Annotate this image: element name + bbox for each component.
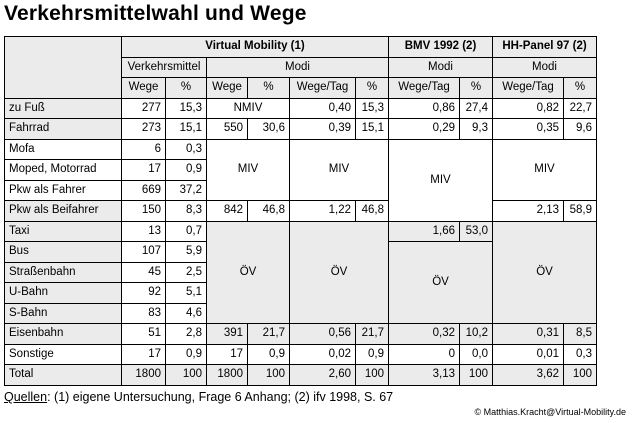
- cell-modi-pct: 0,9: [248, 344, 290, 365]
- cell-wege: 669: [122, 180, 166, 201]
- header-modi-vm: Modi: [207, 57, 389, 78]
- cell-bmv-wege-tag: 0,29: [389, 119, 460, 140]
- cell-wege: 45: [122, 262, 166, 283]
- cell-pct: 8,3: [166, 201, 207, 222]
- sources-label: Quellen: [4, 390, 48, 404]
- row-label: zu Fuß: [5, 98, 122, 119]
- col-hh-wege-tag: Wege/Tag: [493, 78, 564, 99]
- cell-oev-hh: ÖV: [493, 221, 597, 324]
- cell-pct: 15,1: [166, 119, 207, 140]
- row-label: Moped, Motorrad: [5, 160, 122, 181]
- cell-hh-pct: 8,5: [564, 324, 597, 345]
- cell-pct: 0,7: [166, 221, 207, 242]
- cell-pct: 0,9: [166, 160, 207, 181]
- cell-modi-wege: 842: [207, 201, 248, 222]
- cell-wege-tag-pct: 21,7: [356, 324, 389, 345]
- cell-wege: 1800: [122, 365, 166, 386]
- table-row-mofa: [5, 139, 597, 160]
- col-wege-tag-pct: %: [356, 78, 389, 99]
- cell-bmv-pct: 53,0: [460, 221, 493, 242]
- cell-bmv-pct: 100: [460, 365, 493, 386]
- row-label: Eisenbahn: [5, 324, 122, 345]
- cell-bmv-wege-tag: 3,13: [389, 365, 460, 386]
- cell-wege-tag: 0,56: [290, 324, 356, 345]
- cell-hh-wege-tag: 0,35: [493, 119, 564, 140]
- cell-hh-wege-tag: 0,01: [493, 344, 564, 365]
- col-hh-pct: %: [564, 78, 597, 99]
- cell-modi-wege: 550: [207, 119, 248, 140]
- row-label: Pkw als Fahrer: [5, 180, 122, 201]
- corner-cell: [5, 37, 122, 99]
- col-modi-pct: %: [248, 78, 290, 99]
- header-modi-hh: Modi: [493, 57, 597, 78]
- col-pct: %: [166, 78, 207, 99]
- cell-pct: 5,1: [166, 283, 207, 304]
- row-label: Mofa: [5, 139, 122, 160]
- cell-bmv-wege-tag: 0,86: [389, 98, 460, 119]
- cell-modi-wege: 17: [207, 344, 248, 365]
- cell-wege-tag-pct: 100: [356, 365, 389, 386]
- cell-wege: 273: [122, 119, 166, 140]
- copyright-credit: © Matthias.Kracht@Virtual-Mobility.de: [474, 407, 626, 417]
- table-row-eisenbahn: [5, 324, 597, 345]
- row-label: Taxi: [5, 221, 122, 242]
- sources-note: [4, 390, 393, 404]
- cell-wege: 150: [122, 201, 166, 222]
- cell-hh-pct: 58,9: [564, 201, 597, 222]
- cell-wege: 6: [122, 139, 166, 160]
- header-bmv: BMV 1992 (2): [389, 37, 493, 58]
- header-verkehrsmittel: Verkehrsmittel: [122, 57, 207, 78]
- cell-wege-tag: 0,40: [290, 98, 356, 119]
- row-label: U-Bahn: [5, 283, 122, 304]
- row-label: Bus: [5, 242, 122, 263]
- header-virtual-mobility: Virtual Mobility (1): [122, 37, 389, 58]
- cell-wege: 17: [122, 160, 166, 181]
- cell-hh-wege-tag: 0,82: [493, 98, 564, 119]
- cell-wege: 83: [122, 303, 166, 324]
- cell-modi-pct: 21,7: [248, 324, 290, 345]
- cell-wege: 17: [122, 344, 166, 365]
- cell-oev-modi: ÖV: [207, 221, 290, 324]
- cell-modi-wege: 391: [207, 324, 248, 345]
- cell-wege-tag-pct: 0,9: [356, 344, 389, 365]
- cell-hh-pct: 0,3: [564, 344, 597, 365]
- cell-hh-wege-tag: 0,31: [493, 324, 564, 345]
- cell-wege-tag: 0,02: [290, 344, 356, 365]
- header-row-1: [5, 37, 597, 58]
- cell-wege-tag-pct: 15,1: [356, 119, 389, 140]
- cell-miv-hh: MIV: [493, 139, 597, 201]
- cell-miv-modi: MIV: [207, 139, 290, 201]
- table-row-sonstige: [5, 344, 597, 365]
- cell-pct: 5,9: [166, 242, 207, 263]
- cell-wege-tag-pct: 46,8: [356, 201, 389, 222]
- cell-modi-pct: 100: [248, 365, 290, 386]
- cell-nmiv: NMIV: [207, 98, 290, 119]
- cell-pct: 37,2: [166, 180, 207, 201]
- row-label: Straßenbahn: [5, 262, 122, 283]
- sources-text: : (1) eigene Untersuchung, Frage 6 Anhang; (2) ifv 1998, S. 67: [47, 390, 394, 404]
- cell-modi-pct: 30,6: [248, 119, 290, 140]
- cell-wege-tag-pct: 15,3: [356, 98, 389, 119]
- cell-wege: 13: [122, 221, 166, 242]
- row-label: Fahrrad: [5, 119, 122, 140]
- cell-bmv-pct: 0,0: [460, 344, 493, 365]
- cell-bmv-wege-tag: 0,32: [389, 324, 460, 345]
- cell-pct: 100: [166, 365, 207, 386]
- table-row-fahrrad: [5, 119, 597, 140]
- cell-wege: 107: [122, 242, 166, 263]
- cell-wege: 51: [122, 324, 166, 345]
- col-wege-tag: Wege/Tag: [290, 78, 356, 99]
- cell-pct: 15,3: [166, 98, 207, 119]
- cell-wege-tag: 2,60: [290, 365, 356, 386]
- cell-modi-wege: 1800: [207, 365, 248, 386]
- cell-pct: 2,8: [166, 324, 207, 345]
- cell-pct: 0,9: [166, 344, 207, 365]
- col-bmv-wege-tag: Wege/Tag: [389, 78, 460, 99]
- cell-miv-bmv: MIV: [389, 139, 493, 221]
- cell-modi-pct: 46,8: [248, 201, 290, 222]
- cell-oev-bmv: ÖV: [389, 242, 493, 324]
- cell-wege-tag: 1,22: [290, 201, 356, 222]
- cell-hh-wege-tag: 2,13: [493, 201, 564, 222]
- header-modi-bmv: Modi: [389, 57, 493, 78]
- cell-wege: 92: [122, 283, 166, 304]
- header-hh-panel: HH-Panel 97 (2): [493, 37, 597, 58]
- page-title: Verkehrsmittelwahl und Wege: [4, 2, 307, 25]
- cell-pct: 0,3: [166, 139, 207, 160]
- cell-bmv-wege-tag: 0: [389, 344, 460, 365]
- cell-bmv-pct: 9,3: [460, 119, 493, 140]
- row-label: Total: [5, 365, 122, 386]
- row-label: Pkw als Beifahrer: [5, 201, 122, 222]
- col-modi-wege: Wege: [207, 78, 248, 99]
- table-row-taxi: [5, 221, 597, 242]
- cell-hh-pct: 9,6: [564, 119, 597, 140]
- cell-bmv-pct: 10,2: [460, 324, 493, 345]
- row-label: Sonstige: [5, 344, 122, 365]
- cell-miv-tag: MIV: [290, 139, 389, 201]
- cell-hh-pct: 22,7: [564, 98, 597, 119]
- cell-hh-wege-tag: 3,62: [493, 365, 564, 386]
- row-label: S-Bahn: [5, 303, 122, 324]
- col-bmv-pct: %: [460, 78, 493, 99]
- cell-bmv-pct: 27,4: [460, 98, 493, 119]
- table-row-pkw-beifahrer: [5, 201, 597, 222]
- cell-pct: 4,6: [166, 303, 207, 324]
- col-wege: Wege: [122, 78, 166, 99]
- cell-oev-tag: ÖV: [290, 221, 389, 324]
- cell-pct: 2,5: [166, 262, 207, 283]
- cell-bmv-wege-tag: 1,66: [389, 221, 460, 242]
- table-row-zu-fuss: [5, 98, 597, 119]
- data-table: [4, 36, 597, 386]
- cell-wege-tag: 0,39: [290, 119, 356, 140]
- cell-hh-pct: 100: [564, 365, 597, 386]
- table-row-total: [5, 365, 597, 386]
- cell-wege: 277: [122, 98, 166, 119]
